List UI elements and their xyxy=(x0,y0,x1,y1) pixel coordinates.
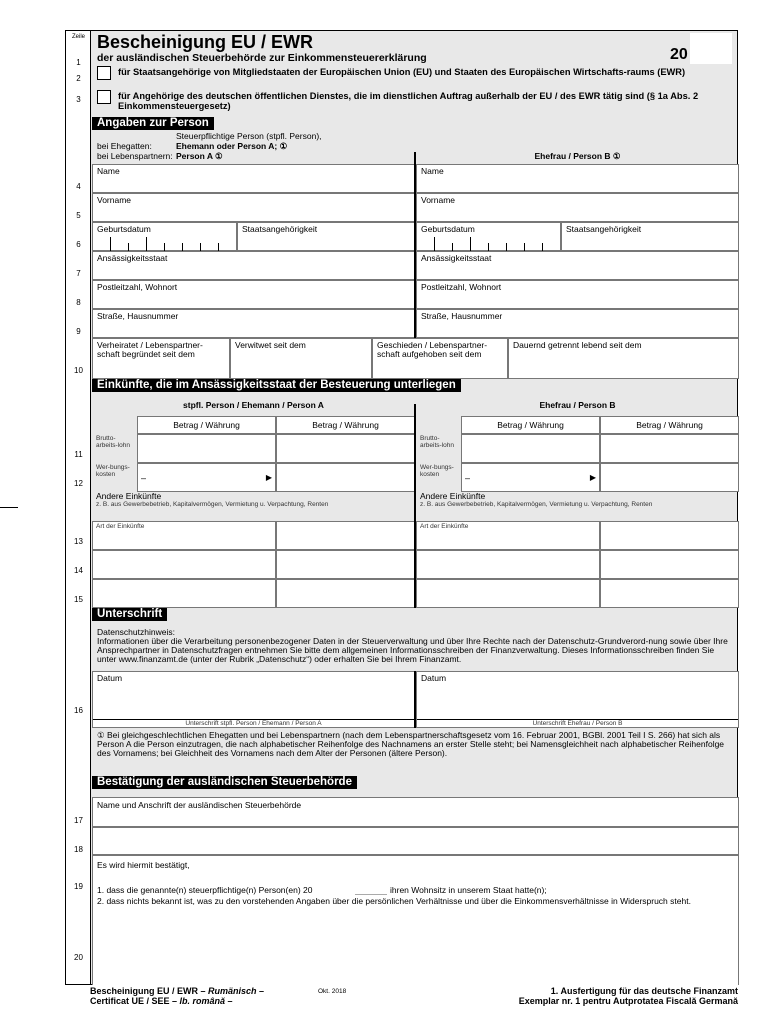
confirmation-item2: 2. dass nichts bekannt ist, was zu den vorstehenden Angaben über die persönlichen Verhältnisse und über die Einkommensverhältnisse in Widerspruch steht. xyxy=(97,896,691,906)
field-label: Verheiratet / Lebenspartner-schaft begründet seit dem xyxy=(97,340,203,359)
footer-left-line2 xyxy=(90,996,233,1006)
line-number: 18 xyxy=(74,845,83,854)
andere-sub-label: z. B. aus Gewerbebetrieb, Kapitalvermögen, Vermietung u. Verpachtung, Renten xyxy=(420,501,653,508)
art-a-13-input[interactable] xyxy=(92,521,276,550)
person-a-header-partner-value: Person A ① xyxy=(176,151,223,161)
field-label: Name und Anschrift der ausländischen Steuerbehörde xyxy=(97,800,302,810)
line-number: 6 xyxy=(76,240,81,249)
footer-form-name: Bescheinigung EU / EWR – xyxy=(90,986,209,996)
zeile-label: Zeile xyxy=(71,34,85,40)
getrennt-field[interactable] xyxy=(508,338,739,379)
andere-einkuenfte-a-label xyxy=(96,492,346,508)
ansaessigkeitsstaat-a-field[interactable] xyxy=(92,251,415,280)
arrow-right-icon: ▶ xyxy=(589,473,596,482)
confirmation-item1-end: ihren Wohnsitz in unserem Staat hatte(n); xyxy=(390,885,547,895)
field-label: Geburtsdatum xyxy=(97,224,151,234)
betrag-a-13-input[interactable] xyxy=(276,521,415,550)
name-a-field[interactable] xyxy=(92,164,415,193)
line-number: 11 xyxy=(74,450,83,459)
column-label: Betrag / Währung xyxy=(497,420,564,430)
line-number: 2 xyxy=(76,74,81,83)
betrag-b-13-input[interactable] xyxy=(600,521,739,550)
field-label: Postleitzahl, Wohnort xyxy=(421,282,502,292)
art-label: Art der Einkünfte xyxy=(420,523,469,530)
betrag-a-15-input[interactable] xyxy=(276,579,415,608)
margin-fold-mark xyxy=(0,507,18,508)
column-label: Betrag / Währung xyxy=(312,420,379,430)
year-prefix: 20 xyxy=(670,46,688,63)
field-label: Ansässigkeitsstaat xyxy=(421,253,492,263)
line-number-column xyxy=(66,31,91,984)
werbungskosten-b1-input[interactable] xyxy=(461,463,600,492)
andere-label: Andere Einkünfte xyxy=(96,491,162,501)
person-a-header-spouse-label: bei Ehegatten: xyxy=(97,141,152,151)
line-number: 16 xyxy=(74,706,83,715)
staatsangehoerigkeit-b-field[interactable] xyxy=(561,222,739,251)
certificate-form xyxy=(65,30,738,985)
section-person-title: Angaben zur Person xyxy=(92,117,214,130)
field-label: Dauernd getrennt lebend seit dem xyxy=(513,340,642,350)
andere-einkuenfte-b-label xyxy=(420,492,670,508)
plz-wohnort-a-field[interactable] xyxy=(92,280,415,309)
arrow-right-icon: ▶ xyxy=(265,473,272,482)
confirmation-intro: Es wird hiermit bestätigt, xyxy=(97,860,190,870)
signature-a-field[interactable] xyxy=(92,671,415,728)
line-number: 3 xyxy=(76,95,81,104)
option-eu-text: für Staatsangehörige von Mitgliedstaaten der Europäischen Union (EU) und Staaten des Europäischen Wirtschafts-raums (EWR) xyxy=(118,67,686,77)
section-confirmation-title: Bestätigung der ausländischen Steuerbehörde xyxy=(92,776,357,789)
field-label: Geburtsdatum xyxy=(421,224,475,234)
line-number: 5 xyxy=(76,211,81,220)
werbungskosten-b2-input[interactable] xyxy=(600,463,739,492)
line-number: 12 xyxy=(74,479,83,488)
field-label: Name xyxy=(421,166,444,176)
field-label: Straße, Hausnummer xyxy=(421,311,503,321)
line-number: 17 xyxy=(74,816,83,825)
line-number: 15 xyxy=(74,595,83,604)
income-divider xyxy=(414,404,416,608)
form-title: Bescheinigung EU / EWR xyxy=(97,32,314,52)
brutto-b2-input[interactable] xyxy=(600,434,739,463)
signature-a-caption: Unterschrift stpfl. Person / Ehemann / Person A xyxy=(93,719,414,727)
name-b-field[interactable] xyxy=(416,164,739,193)
footer-language: Rumänisch xyxy=(208,986,257,996)
strasse-b-field[interactable] xyxy=(416,309,739,338)
footer-left-line1 xyxy=(90,986,264,996)
betrag-header xyxy=(276,416,415,434)
field-label: Postleitzahl, Wohnort xyxy=(97,282,178,292)
person-a-header-line1: Steuerpflichtige Person (stpfl. Person), xyxy=(176,131,322,141)
field-label: Straße, Hausnummer xyxy=(97,311,179,321)
form-subtitle: der ausländischen Steuerbehörde zur Einkommensteuererklärung xyxy=(97,52,427,64)
betrag-header xyxy=(600,416,739,434)
datum-label: Datum xyxy=(97,673,123,683)
signature-divider xyxy=(414,671,416,728)
staatsangehoerigkeit-a-field[interactable] xyxy=(237,222,415,251)
betrag-header xyxy=(137,416,276,434)
footer-language-ro: lb. română xyxy=(179,996,226,1006)
line-number: 20 xyxy=(74,953,83,962)
andere-sub-label: z. B. aus Gewerbebetrieb, Kapitalvermögen, Vermietung u. Verpachtung, Renten xyxy=(96,501,329,508)
field-label: Staatsangehörigkeit xyxy=(242,224,318,234)
brutto-b1-input[interactable] xyxy=(461,434,600,463)
year-input[interactable] xyxy=(690,33,732,64)
datum-label: Datum xyxy=(421,673,447,683)
art-b-13-input[interactable] xyxy=(416,521,600,550)
footer-dash: – xyxy=(225,996,233,1006)
option-eu-checkbox[interactable] xyxy=(97,66,111,80)
brutto-a1-input[interactable] xyxy=(137,434,276,463)
authority-name-field[interactable] xyxy=(92,797,739,827)
option-public-service-checkbox[interactable] xyxy=(97,90,111,104)
verwitwet-field[interactable] xyxy=(230,338,372,379)
person-b-header: Ehefrau / Person B ① xyxy=(534,151,621,161)
confirmation-item1-start: 1. dass die genannte(n) steuerpflichtige(n) Person(en) 20 xyxy=(97,885,313,895)
art-b-15-input[interactable] xyxy=(416,579,600,608)
plz-wohnort-b-field[interactable] xyxy=(416,280,739,309)
footer-copy-de: 1. Ausfertigung für das deutsche Finanzamt xyxy=(550,986,738,996)
line-number: 8 xyxy=(76,298,81,307)
art-label: Art der Einkünfte xyxy=(96,523,145,530)
vorname-b-field[interactable] xyxy=(416,193,739,222)
footer-date: Okt. 2018 xyxy=(318,988,347,995)
field-label: Name xyxy=(97,166,120,176)
betrag-a-14-input[interactable] xyxy=(276,550,415,579)
field-label: Verwitwet seit dem xyxy=(235,340,306,350)
minus-sign: – xyxy=(465,473,471,483)
art-a-14-input[interactable] xyxy=(92,550,276,579)
option-public-service-text: für Angehörige des deutschen öffentlichen Dienstes, die im dienstlichen Auftrag außerhalb der EU / des EWR tätig sind (§ 1a Abs. 2 Einkommensteuergesetz) xyxy=(118,91,699,111)
income-b-header: Ehefrau / Person B xyxy=(539,400,616,410)
footnote-text: ① Bei gleichgeschlechtlichen Ehegatten und bei Lebenspartnern (nach dem Lebenspartnerschaftsgesetz vom 16. Februar 2001, BGBl. 2001 Teil I S. 266) hat sich als Person A die Person einzutragen, die nach alphabetischer Reihenfolge des Nachnamens an erster Stelle steht; bei Namensgleichheit nach alphabetischer Reihenfolge des Vornamens; bei Gleichheit des Vornamens nach dem Alter der Personen (ältere Person). xyxy=(97,730,725,758)
column-label: Betrag / Währung xyxy=(636,420,703,430)
confirmation-year-input[interactable] xyxy=(355,877,387,895)
art-b-14-input[interactable] xyxy=(416,550,600,579)
geburtsdatum-b-field[interactable] xyxy=(416,222,561,251)
line-number: 10 xyxy=(74,366,83,375)
line-number: 7 xyxy=(76,269,81,278)
werbungskosten-label: Wer-bungs-kosten xyxy=(420,464,454,478)
geburtsdatum-a-field[interactable] xyxy=(92,222,237,251)
ansaessigkeitsstaat-b-field[interactable] xyxy=(416,251,739,280)
brutto-a2-input[interactable] xyxy=(276,434,415,463)
confirmation-area xyxy=(92,855,739,985)
field-label: Vorname xyxy=(97,195,132,205)
werbungskosten-a2-input[interactable] xyxy=(276,463,415,492)
betrag-header xyxy=(461,416,600,434)
person-a-header-spouse-value: Ehemann oder Person A; ① xyxy=(176,141,288,151)
section-income-title: Einkünfte, die im Ansässigkeitsstaat der Besteuerung unterliegen xyxy=(92,379,461,392)
line-number: 13 xyxy=(74,537,83,546)
footer-form-name-ro: Certificat UE / SEE – xyxy=(90,996,180,1006)
line-number: 4 xyxy=(76,182,81,191)
datenschutz-text: Informationen über die Verarbeitung personenbezogener Daten in der Steuerverwaltung und über Ihre Rechte nach der Datenschutz-Grundverord-nung sowie über Ihre Ansprechpartner in Datenschutzfragen entnehmen Sie bitte dem allgemeinen Informationsschreiben der Finanzverwaltung. Dieses Informationsschreiben finden Sie unter www.finanzamt.de (unter der Rubrik „Datenschutz“) oder erhalten Sie bei Ihrem Finanzamt. xyxy=(97,636,728,664)
footer-copy-ro: Exemplar nr. 1 pentru Autprotatea Fiscală Germană xyxy=(518,996,738,1006)
field-label: Vorname xyxy=(421,195,456,205)
betrag-b-15-input[interactable] xyxy=(600,579,739,608)
werbungskosten-label: Wer-bungs-kosten xyxy=(96,464,130,478)
vorname-a-field[interactable] xyxy=(92,193,415,222)
art-a-15-input[interactable] xyxy=(92,579,276,608)
betrag-b-14-input[interactable] xyxy=(600,550,739,579)
minus-sign: – xyxy=(141,473,147,483)
field-label: Ansässigkeitsstaat xyxy=(97,253,168,263)
andere-label: Andere Einkünfte xyxy=(420,491,486,501)
signature-b-field[interactable] xyxy=(416,671,739,728)
verheiratet-field[interactable] xyxy=(92,338,230,379)
footer-dash: – xyxy=(256,986,265,996)
person-a-header-partner-label: bei Lebenspartnern: xyxy=(97,151,173,161)
geschieden-field[interactable] xyxy=(372,338,508,379)
person-divider xyxy=(414,152,416,338)
income-a-header: stpfl. Person / Ehemann / Person A xyxy=(183,400,324,410)
datenschutz-title: Datenschutzhinweis: xyxy=(97,627,175,637)
column-label: Betrag / Währung xyxy=(173,420,240,430)
section-signature-title: Unterschrift xyxy=(92,608,167,621)
line-number: 14 xyxy=(74,566,83,575)
signature-b-caption: Unterschrift Ehefrau / Person B xyxy=(417,719,738,727)
brutto-label: Brutto-arbeits-lohn xyxy=(96,435,130,449)
authority-address-field[interactable] xyxy=(92,827,739,855)
brutto-label: Brutto-arbeits-lohn xyxy=(420,435,454,449)
line-number: 19 xyxy=(74,882,83,891)
werbungskosten-a1-input[interactable] xyxy=(137,463,276,492)
strasse-a-field[interactable] xyxy=(92,309,415,338)
line-number: 9 xyxy=(76,327,81,336)
field-label: Geschieden / Lebenspartner-schaft aufgehoben seit dem xyxy=(377,340,488,359)
field-label: Staatsangehörigkeit xyxy=(566,224,642,234)
line-number: 1 xyxy=(76,58,81,67)
